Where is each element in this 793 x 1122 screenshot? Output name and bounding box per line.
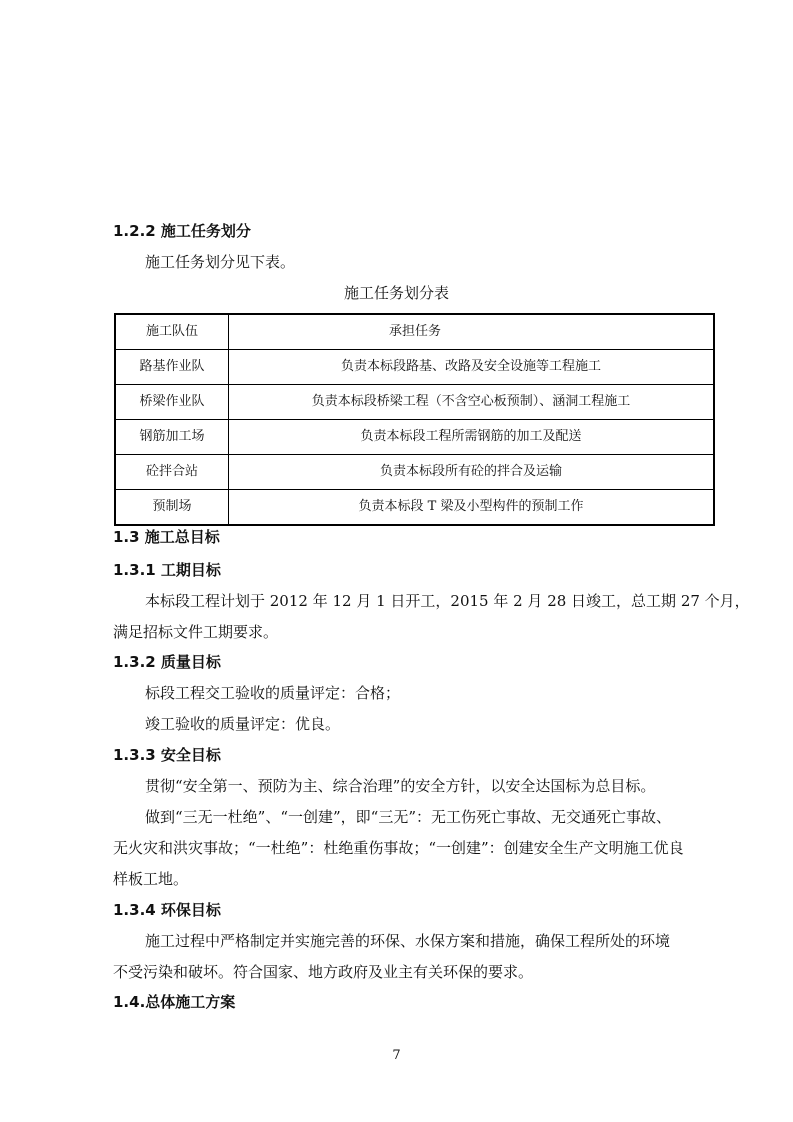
section-1-3-3-text-line3: 无火灾和洪灾事故；“一杜绝”：杜绝重伤事故；“一创建”：创建安全生产文明施工优良	[113, 839, 684, 857]
page-number: 7	[392, 1048, 401, 1063]
section-1-3-3-text-line4: 样板工地。	[113, 870, 189, 888]
table-row	[115, 420, 714, 455]
section-1-3-3-heading: 1.3.3 安全目标	[113, 746, 221, 764]
table-cell-team: 路基作业队	[115, 350, 229, 385]
section-1-4-heading: 1.4.总体施工方案	[113, 993, 236, 1011]
section-1-3-heading: 1.3 施工总目标	[113, 528, 220, 546]
section-1-3-2-text-line2: 竣工验收的质量评定：优良。	[145, 715, 341, 733]
table-row	[115, 455, 714, 490]
table-cell-task: 负责本标段路基、改路及安全设施等工程施工	[229, 350, 715, 385]
table-cell-task: 负责本标段桥梁工程（不含空心板预制）、涵洞工程施工	[229, 385, 715, 420]
table-cell-team: 钢筋加工场	[115, 420, 229, 455]
section-1-3-4-text-line1: 施工过程中严格制定并实施完善的环保、水保方案和措施，确保工程所处的环境	[145, 932, 671, 950]
section-1-3-1-heading: 1.3.1 工期目标	[113, 561, 221, 579]
table-cell-team: 桥梁作业队	[115, 385, 229, 420]
table-cell-team: 预制场	[115, 490, 229, 526]
table-header-team: 施工队伍	[115, 314, 229, 350]
table-caption: 施工任务划分表	[343, 284, 449, 302]
table-row	[115, 490, 714, 526]
section-1-3-1-text-line2: 满足招标文件工期要求。	[113, 623, 279, 641]
section-1-3-3-text-line2: 做到“三无一杜绝”、“一创建”，即“三无”：无工伤死亡事故、无交通死亡事故、	[145, 808, 672, 826]
section-1-3-3-text-line1: 贯彻“安全第一、预防为主、综合治理”的安全方针，以安全达国标为总目标。	[145, 777, 656, 795]
table-cell-task: 负责本标段工程所需钢筋的加工及配送	[229, 420, 715, 455]
section-1-3-2-text-line1: 标段工程交工验收的质量评定：合格；	[145, 684, 401, 702]
table-row	[115, 385, 714, 420]
section-1-3-4-text-line2: 不受污染和破坏。符合国家、地方政府及业主有关环保的要求。	[113, 963, 534, 981]
table-cell-task: 负责本标段所有砼的拌合及运输	[229, 455, 715, 490]
section-1-3-2-heading: 1.3.2 质量目标	[113, 653, 221, 671]
section-1-3-4-heading: 1.3.4 环保目标	[113, 901, 221, 919]
table-cell-team: 砼拌合站	[115, 455, 229, 490]
table-header-task: 承担任务	[229, 314, 715, 350]
table-row	[115, 350, 714, 385]
section-1-2-2-heading: 1.2.2 施工任务划分	[113, 222, 251, 240]
section-1-3-1-text-line1: 本标段工程计划于 2012 年 12 月 1 日开工，2015 年 2 月 28 日竣工，总工期 27 个月，	[145, 592, 750, 610]
section-1-2-2-intro: 施工任务划分见下表。	[145, 253, 296, 271]
table-header-row	[115, 314, 714, 350]
table-cell-task: 负责本标段 T 梁及小型构件的预制工作	[229, 490, 715, 526]
task-division-table	[114, 313, 715, 526]
